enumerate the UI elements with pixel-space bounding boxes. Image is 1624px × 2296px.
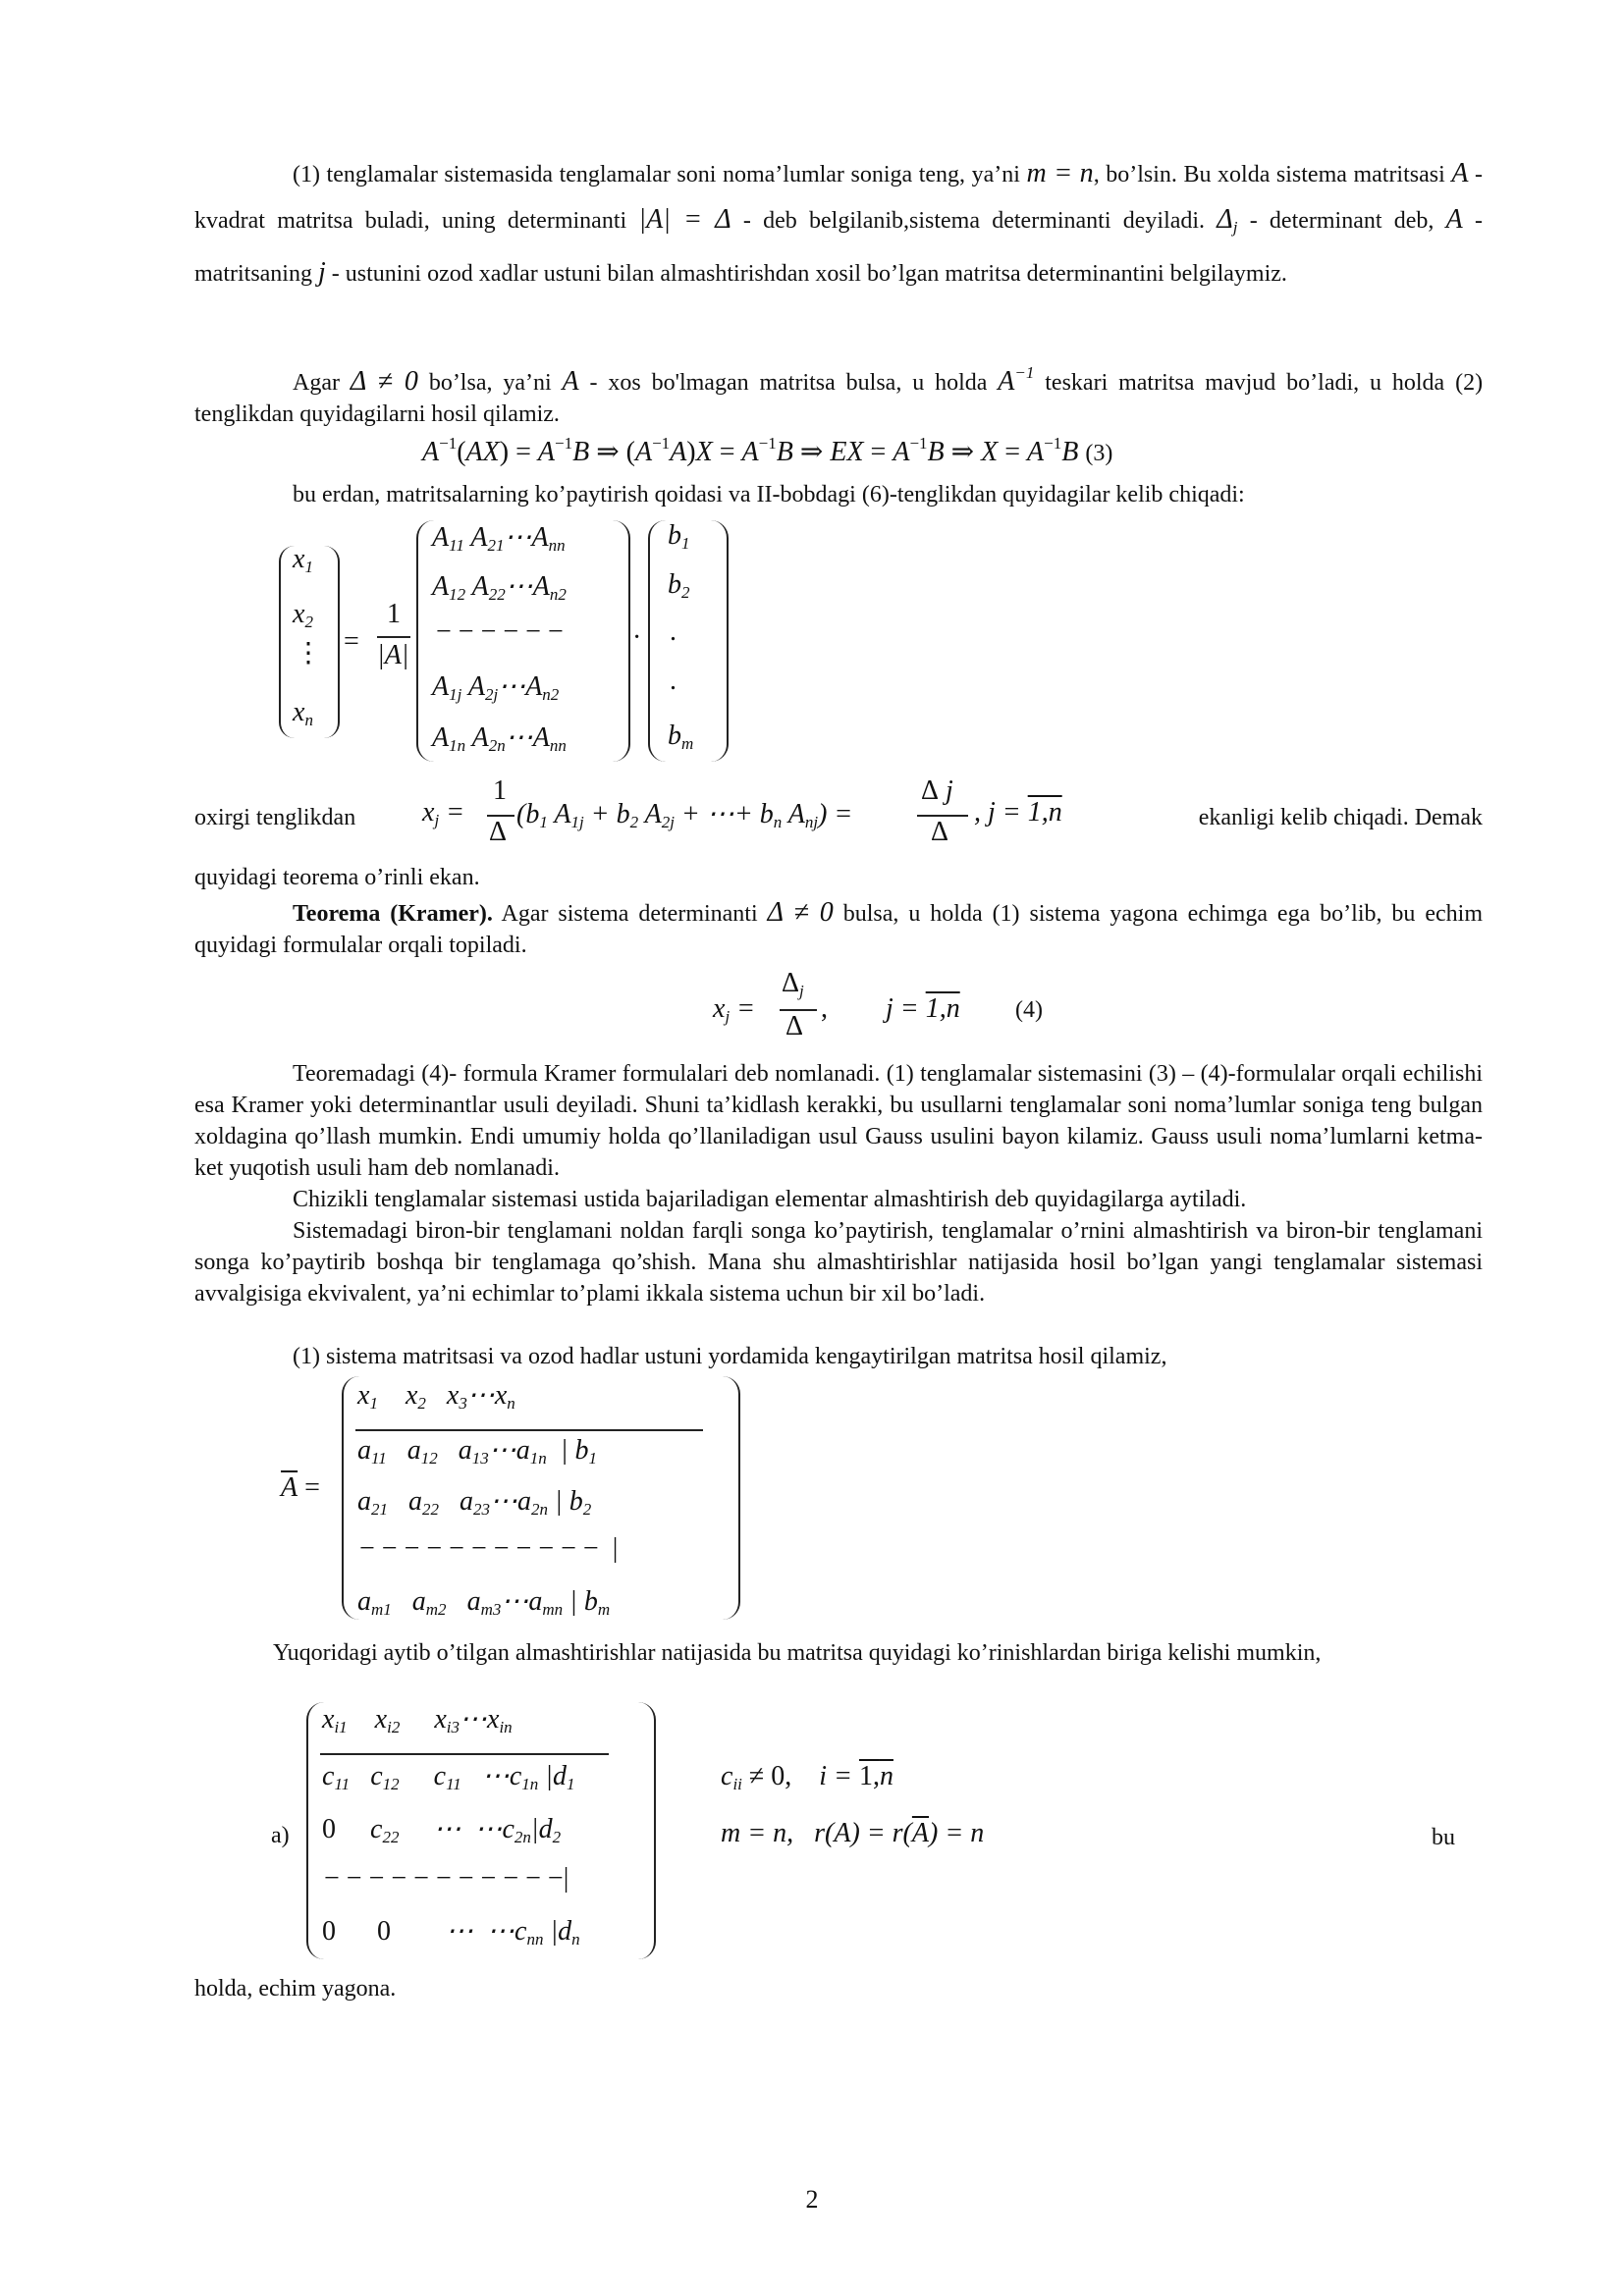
paragraph-4-tail — [1113, 802, 1483, 833]
comma: , — [821, 993, 828, 1024]
fraction-num: $\Delta_j$ — [782, 968, 804, 1000]
paragraph-4-label — [194, 802, 430, 833]
left-paren — [648, 520, 666, 762]
right-paren — [723, 1376, 740, 1620]
separator-line — [320, 1753, 609, 1755]
condition-1: $c_{ii} \ne 0$, $i = 1,\overline{n}$ — [721, 1761, 893, 1793]
b2: $b_2$ — [668, 569, 690, 602]
text: Chizikli tenglamalar sistemasi ustida bajariladigan elementar almashtirish deb quyidagilarga aytiladi. — [293, 1187, 1247, 1212]
matrix-row-n: $A_{1n}$ $A_{2n}\cdots A_{nn}$ — [432, 722, 567, 755]
equals: = — [344, 626, 359, 657]
text: - xos bo'lmagan matritsa bulsa, u holda — [589, 370, 988, 396]
fraction-den: Δ — [931, 817, 949, 847]
text: - matritsaning — [194, 208, 1484, 287]
text: ekanligi kelib chiqadi. Demak — [1198, 805, 1483, 830]
paragraph-8 — [194, 1341, 1483, 1372]
dot: · — [632, 622, 642, 653]
math-A-inverse: $A^{-1}$ — [998, 363, 1035, 397]
right-paren — [324, 546, 340, 738]
text: - kvadrat matritsa buladi, uning determinanti — [194, 162, 1484, 234]
text: Agar — [293, 370, 340, 396]
text: bu erdan, matritsalarning ko’paytirish qoidasi va II-bobdagi (6)-tenglikdan quyidagilar kelib chiqadi: — [293, 482, 1245, 507]
dashes-row: − − − − − − − − − − − | — [359, 1533, 619, 1564]
b1: $b_1$ — [668, 520, 690, 553]
fraction-num: 1 — [387, 599, 401, 629]
right-paren — [638, 1702, 656, 1959]
fraction-den: Δ — [785, 1011, 804, 1041]
row-2: $a_{21}$ $a_{22}$ $a_{23}\cdots a_{2n}$ | $b_2$ — [357, 1486, 592, 1519]
header-row: $x_{i1}$ $x_{i2}$ $x_{i3}\cdots x_{in}$ — [322, 1704, 513, 1736]
theorem — [194, 897, 1483, 961]
equation-3: $A^{-1}(AX) = A^{-1}B$ ⇒ $(A^{-1}A)X = A^{-1}B$ ⇒ EX = $A^{-1}B$ ⇒ $X = A^{-1}B$ (3) — [422, 434, 1113, 467]
x2: $x_2$ — [293, 599, 313, 631]
row-n: 0 0 ⋯ $\cdots c_{nn}$ $|d_n$ — [322, 1916, 580, 1949]
paragraph-4-continued — [194, 862, 1483, 893]
separator-line — [355, 1429, 703, 1431]
text: , bo’lsin. Bu xolda sistema matritsasi — [1093, 162, 1445, 187]
fraction-num: 1 — [493, 775, 507, 806]
matrix-row-j: $A_{1j}$ $A_{2j}\cdots A_{n2}$ — [432, 671, 560, 704]
text: holda, echim yagona. — [194, 1976, 397, 2002]
matrix-dashes: − − − − − − — [436, 616, 564, 647]
paragraph-7 — [194, 1215, 1483, 1309]
row-1: $a_{11}$ $a_{12}$ $a_{13}\cdots a_{1n}$ | $b_1$ — [357, 1435, 597, 1468]
right-paren — [711, 520, 729, 762]
paragraph-6 — [194, 1184, 1483, 1215]
fraction-den: |A| — [377, 640, 409, 670]
text: (1) sistema matritsasi va ozod hadlar ustuni yordamida kengaytirilgan matritsa hosil qilamiz, — [293, 1344, 1167, 1369]
text: quyidagi teorema o’rinli ekan. — [194, 865, 480, 890]
dot: . — [670, 616, 677, 647]
bm: $b_m$ — [668, 721, 694, 753]
text: Yuqoridagi aytib o’tilgan almashtirishlar natijasida bu matritsa quyidagi ko’rinishlardan biriga kelishi mumkin, — [273, 1640, 1322, 1666]
fraction-den: Δ — [489, 817, 508, 847]
math-delta-neq-0: Δ ≠ 0 — [350, 366, 418, 397]
text: Sistemadagi biron-bir tenglamani noldan farqli songa ko’paytirish, tenglamalar o’rnini almashtirish va biron-bir tenglamani songa ko’paytirib boshqa bir tenglamaga qo’shish. Mana shu almashtirishlar natijasida hosil bo’lgan yangi tenglamalar sistemasi avvalgisiga ekvivalent, ya’ni echimlar to’plami ikkala sistema uchun bir xil bo’ladi. — [194, 1218, 1483, 1307]
equation-label: (4) — [1015, 997, 1043, 1023]
text: bo’lsa, ya’ni — [428, 370, 552, 396]
matrix-row-2: $A_{12}$ $A_{22}\cdots A_{n2}$ — [432, 571, 567, 604]
text: - deb belgilanib,sistema determinanti deyiladi. — [742, 208, 1206, 234]
text: oxirgi tenglikdan — [194, 805, 356, 830]
fraction-bar — [377, 636, 410, 638]
math-A: A — [1451, 158, 1469, 188]
text: bulsa, u holda (1) sistema yagona echimga ega bo’lib, bu echim quyidagi formulalar orqali topiladi. — [194, 901, 1484, 958]
xj-sum: ($b_1$ $A_{1j} + b_2$ $A_{2j}$ + ⋯+ $b_n$ $A_{nj}$) = — [516, 799, 853, 831]
right-paren — [613, 520, 630, 762]
row-m: $a_{m1}$ $a_{m2}$ $a_{m3}\cdots a_{mn}$ | $b_m$ — [357, 1586, 611, 1619]
text: - ustunini ozod xadlar ustuni bilan almashtirishdan xosil bo’lgan matritsa determinantini belgilaymiz. — [331, 261, 1287, 287]
paragraph-10 — [194, 1973, 1483, 2004]
text: - determinant deb, — [1249, 208, 1435, 234]
text: bu — [1432, 1825, 1455, 1850]
text: teskari matritsa mavjud bo’ladi, u holda (2) tenglikdan quyidagilarni hosil qilamiz. — [194, 370, 1484, 427]
math-m-eq-n: m = n — [1026, 158, 1094, 188]
paragraph-3 — [293, 479, 1483, 510]
page-number: 2 — [805, 2185, 819, 2214]
row-1: $c_{11}$ $c_{12}$ $c_{11}$ $\cdots c_{1n}$ $|d_1$ — [322, 1761, 575, 1793]
paragraph-5 — [194, 1058, 1483, 1184]
dot: . — [670, 666, 677, 696]
math-j: j — [317, 257, 326, 288]
matrix-row-1: $A_{11}$ $A_{21}\cdots A_{nn}$ — [432, 522, 566, 555]
A-bar: $\overline{A}$ = — [281, 1472, 320, 1503]
math-A: A — [1445, 204, 1463, 235]
theorem-title: Teorema (Kramer). — [293, 901, 493, 927]
vdots: ⋮ — [295, 638, 322, 668]
math-delta-j: $\Delta_j$ — [1217, 204, 1238, 237]
j-range: , j = 1,n — [974, 797, 1062, 828]
condition-2: m = n, $r(A) = r(\overline{A}) = n$ — [721, 1818, 985, 1848]
j-range: j = 1,n — [886, 993, 960, 1024]
xj-lhs: $x_j$ = — [713, 993, 756, 1026]
case-label: a) — [271, 1823, 290, 1848]
row-2: 0 $c_{22}$ ⋯ $\cdots c_{2n}|d_2$ — [322, 1814, 562, 1846]
text: Agar sistema determinanti — [501, 901, 758, 927]
fraction-num: Δ j — [921, 775, 953, 806]
math-delta-neq-0: Δ ≠ 0 — [767, 897, 834, 928]
paragraph-1 — [194, 151, 1483, 296]
math-A: A — [562, 366, 579, 397]
header-row: $x_1$ $x_2$ $x_3\cdots x_n$ — [357, 1380, 515, 1413]
dashes-row: − − − − − − − − − − −| — [324, 1863, 569, 1894]
math-det-A: |A| = Δ — [638, 204, 731, 235]
xn: $x_n$ — [293, 697, 313, 729]
xj-lhs: $x_j$ = — [422, 797, 465, 829]
paragraph-9 — [194, 1637, 1483, 1669]
paragraph-2 — [194, 357, 1483, 430]
text: (1) tenglamalar sistemasida tenglamalar soni noma’lumlar soniga teng, ya’ni — [293, 162, 1020, 187]
text: Teoremadagi (4)- formula Kramer formulalari deb nomlanadi. (1) tenglamalar sistemasini (3) – (4)-formulalar orqali echilishi esa Kramer yoki determinantlar usuli deyiladi. Shuni ta’kidlash kerakki, bu usullarni tenglamalar soni noma’lumlar soniga teng bulgan xoldagina qo’llash mumkin. Endi umumiy holda qo’llaniladigan usul Gauss usulini bayon kilamiz. Gauss usuli noma’lumlarni ketma-ket yuqotish usuli ham deb nomlanadi. — [194, 1061, 1483, 1181]
equation-label: (3) — [1085, 441, 1113, 466]
x1: $x_1$ — [293, 544, 313, 576]
